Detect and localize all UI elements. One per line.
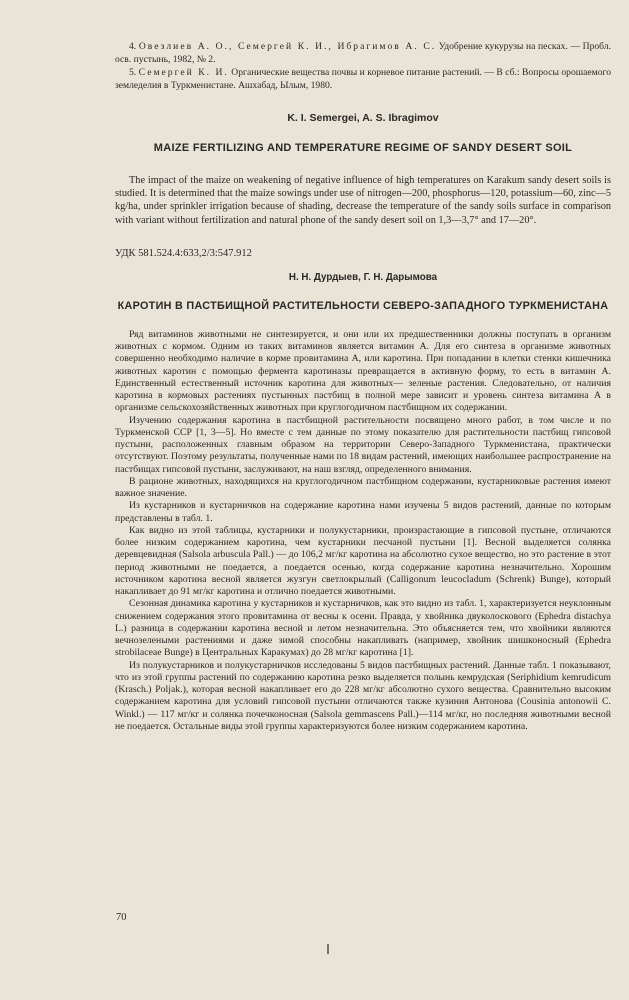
english-abstract: The impact of the maize on weakening of negative influence of high temperatures on Karakum sandy desert soils is studied. It is determined that the maize sowings under use of nitrogen—200, phosphorus—120, potassium—60, zinc—5 kg/ha, under sprinkler irrigation because of shading, decrease the temperature of the sandy soils surface in comparison with variant without fertilization and natural phone of the sandy desert soil on 1,3—3,7° and 17—20°.	[115, 175, 611, 226]
reference-author: Семергей К. И.	[138, 67, 229, 78]
english-authors: K. I. Semergei, A. S. Ibragimov	[287, 112, 439, 124]
reference-number: 5.	[129, 67, 137, 78]
reference-number: 4.	[129, 41, 137, 52]
body-paragraph: Из полукустарников и полукустарничков исследованы 5 видов пастбищных растений. Данные табл. 1 показывают, что из этой группы растений по содержанию каротина резко выделяется полынь кемрудская (Seriphidium kemrudicum (Krasch.) Poljak.), которая весной накапливает его до 228 мг/кг абсолютно сухого вещества. Сравнительно высоким содержанием каротина для условий гипсовой пустыни отличаются также кузиния Антонова (Cousinia antonowii C. Winkl.) — 117 мг/кг и солянка почечконосная (Salsola gemmascens Pall.)—114 мг/кг, но последняя животными весной не поедается. Остальные виды этой группы характеризуются более низким содержанием каротина.	[115, 659, 611, 732]
article-title: КАРОТИН В ПАСТБИЩНОЙ РАСТИТЕЛЬНОСТИ СЕВЕРО-ЗАПАДНОГО ТУРКМЕНИСТАНА	[117, 299, 609, 312]
reference-item	[115, 40, 611, 66]
body-paragraph: В рационе животных, находящихся на круглогодичном пастбищном содержании, кустарниковые растения имеют важное значение.	[115, 475, 611, 500]
english-title: MAIZE FERTILIZING AND TEMPERATURE REGIME OF SANDY DESERT SOIL	[153, 142, 573, 154]
reference-item	[115, 66, 611, 92]
body-paragraph: Из кустарников и кустарничков на содержание каротина нами изучены 5 видов растений, данные по которым представлены в табл. 1.	[115, 500, 611, 524]
body-paragraph: Ряд витаминов животными не синтезируется, и они или их предшественники должны поступать в организм животных с кормом. Одним из таких витаминов является витамин А. Для его синтеза в организме животных совершенно необходимо наличие в корме провитамина А, или каротина. При попадании в клетки стенки кишечника животных каротин с помощью фермента каротиназы превращается в активную форму, то есть в витамин А. Единственный естественный источник каротина для животных— зеленые растения. Следовательно, от наличия каротина в кормовых растениях пустынных пастбищ в полной мере зависит и уровень синтеза витамина А в организме сельскохозяйственных животных при круглогодичном пастбищном их содержании.	[115, 328, 611, 414]
reference-text: Органические вещества почвы и корневое питание растений. — В сб.: Вопросы орошаемого земледелия в Туркменистане. Ашхабад, Ылым, 1980.	[115, 67, 612, 91]
reference-list	[115, 40, 611, 92]
article-authors: Н. Н. Дурдыев, Г. Н. Дарымова	[288, 271, 438, 283]
body-paragraph: Сезонная динамика каротина у кустарников и кустарничков, как это видно из табл. 1, характеризуется неуклонным снижением содержания этого провитамина от весны к осени. Правда, у хвойника двуколоскового (Ephedra distachya L.) разница в содержании каротина весной и летом незначительна. Это объясняется тем, что хвойники являются вечнозелеными растениями и даже зимой способны накапливать (например, хвойник шишконосный (Ephedra strobilaceae Bunge) в Центральных Каракумах) до 28 мг/кг каротина [1].	[115, 598, 611, 659]
reference-text: Удобрение кукурузы на песках. — Пробл. осв. пустынь, 1982, № 2.	[115, 41, 612, 65]
body-paragraph: Изучению содержания каротина в пастбищной растительности посвящено много работ, в том числе и по Туркменской ССР [1, 3—5]. Но вместе с тем данные по этому показателю для растительности пастбищ гипсовой пустыни, расположенных главным образом на территории Северо-Западного Туркменистана, практически отсутствуют. Поэтому результаты, полученные нами по 18 видам растений, имеющих наибольшее распространение на пастбищах гипсовой пустыни, заслуживают, на наш взгляд, определенного внимания.	[115, 414, 611, 475]
udk-code: УДК 581.524.4:633,2/3:547.912	[115, 247, 252, 259]
reference-author: Овезлиев А. О., Семергей К. И., Ибрагимов А. С.	[138, 41, 437, 52]
body-paragraph: Как видно из этой таблицы, кустарники и полукустарники, произрастающие в гипсовой пустыне, отличаются более низким содержанием каротина, чем кустарники песчаной пустыни [1]. Весной выделяется солянка деревцевидная (Salsola arbuscula Pall.) — до 106,2 мг/кг каротина на абсолютно сухое вещество, но это растение в этот период животными не поедается, а поедается осенью, когда содержание каротина незначительно. Хорошим источником каротина весной является жузгун светлокрылый (Calligonum leucocladum (Schrenk) Bunge), который накапливает до 91 мг/кг каротина и отлично поедается животными.	[115, 524, 611, 598]
print-mark	[327, 944, 329, 954]
article-body	[115, 329, 611, 733]
page-number: 70	[116, 912, 127, 923]
